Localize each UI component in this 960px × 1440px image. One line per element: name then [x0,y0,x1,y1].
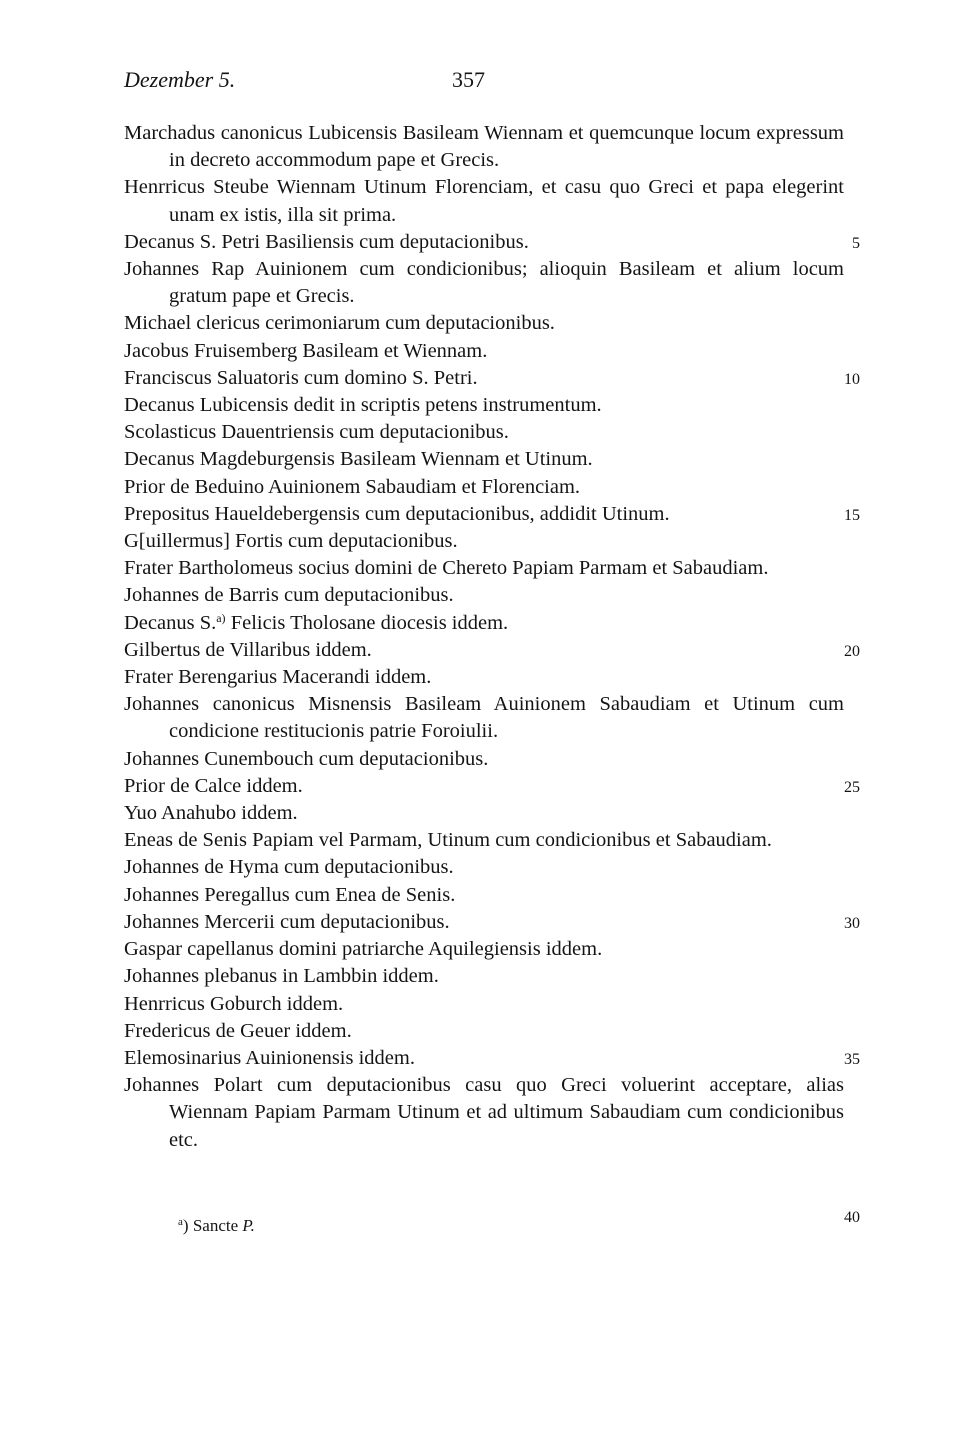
line-number: 30 [844,915,860,932]
list-item-with-footnote [124,610,844,637]
list-item: Decanus S. Petri Basiliensis cum deputacionibus. [124,230,529,253]
line-number: 5 [852,235,860,252]
list-item: Henrricus Goburch iddem. [124,992,344,1015]
list-item: Johannes de Barris cum deputacionibus. [124,584,454,607]
entry-text: Decanus S. [124,611,217,634]
footnote-reference: a) [216,610,226,625]
list-item: Johannes canonicus Misnensis Basileam Auinionem Sabaudiam et Utinum cum condicione restitucionis patrie Foroiulii. [124,693,844,743]
footnote-italic: P. [242,1216,255,1235]
list-item: Decanus Lubicensis dedit in scriptis petens instrumentum. [124,394,602,417]
line-number: 40 [844,1209,860,1226]
list-item: Eneas de Senis Papiam vel Parmam, Utinum cum condicionibus et Sabaudiam. [124,829,772,852]
footnote-text: Sancte [192,1216,239,1235]
line-number: 10 [844,371,860,388]
entry-list [124,120,844,1154]
list-item: G[uillermus] Fortis cum deputacionibus. [124,530,458,553]
list-item: Yuo Anahubo iddem. [124,802,298,825]
list-item: Prior de Beduino Auinionem Sabaudiam et Florenciam. [124,475,581,498]
list-item: Henrricus Steube Wiennam Utinum Florenciam, et casu quo Greci et papa elegerint unam ex istis, illa sit prima. [124,176,844,226]
list-item: Johannes plebanus in Lambbin iddem. [124,965,439,988]
list-item: Jacobus Fruisemberg Basileam et Wiennam. [124,339,488,362]
line-number: 35 [844,1051,860,1068]
list-item: Johannes Cunembouch cum deputacionibus. [124,747,489,770]
list-item: Elemosinarius Auinionensis iddem. [124,1046,415,1069]
list-item: Franciscus Saluatoris cum domino S. Petri. [124,366,478,389]
list-item: Scolasticus Dauentriensis cum deputacionibus. [124,421,509,444]
page-number: 357 [452,67,485,92]
footnote [178,1210,255,1238]
list-item: Prepositus Haueldebergensis cum deputacionibus, addidit Utinum. [124,502,670,525]
list-item: Fredericus de Geuer iddem. [124,1019,352,1042]
line-number: 25 [844,779,860,796]
footnote-mark: a [178,1216,183,1228]
list-item: Prior de Calce iddem. [124,774,303,797]
list-item: Gilbertus de Villaribus iddem. [124,638,372,661]
running-title: Dezember 5. [124,67,236,92]
list-item: Johannes Peregallus cum Enea de Senis. [124,883,456,906]
list-item: Johannes Polart cum deputacionibus casu quo Greci voluerint acceptare, alias Wiennam Papiam Parmam Utinum et ad ultimum Sabaudiam cum condicionibus etc. [124,1074,844,1151]
list-item: Gaspar capellanus domini patriarche Aquilegiensis iddem. [124,938,603,961]
list-item: Johannes Mercerii cum deputacionibus. [124,910,450,933]
list-item: Decanus Magdeburgensis Basileam Wiennam et Utinum. [124,448,593,471]
list-item: Johannes de Hyma cum deputacionibus. [124,856,454,879]
line-number: 15 [844,507,860,524]
footnote-paren: ) [182,1216,189,1235]
entry-text: Felicis Tholosane diocesis iddem. [225,611,509,634]
list-item: Frater Berengarius Macerandi iddem. [124,666,432,689]
list-item: Marchadus canonicus Lubicensis Basileam Wiennam et quemcunque locum expressum in decreto accommodum pape et Grecis. [124,122,844,172]
list-item: Michael clericus cerimoniarum cum deputacionibus. [124,312,555,335]
list-item: Frater Bartholomeus socius domini de Chereto Papiam Parmam et Sabaudiam. [124,557,769,580]
list-item: Johannes Rap Auinionem cum condicionibus; alioquin Basileam et alium locum gratum pape et Grecis. [124,258,844,308]
margin-line-numbers [820,0,860,1440]
line-number: 20 [844,643,860,660]
